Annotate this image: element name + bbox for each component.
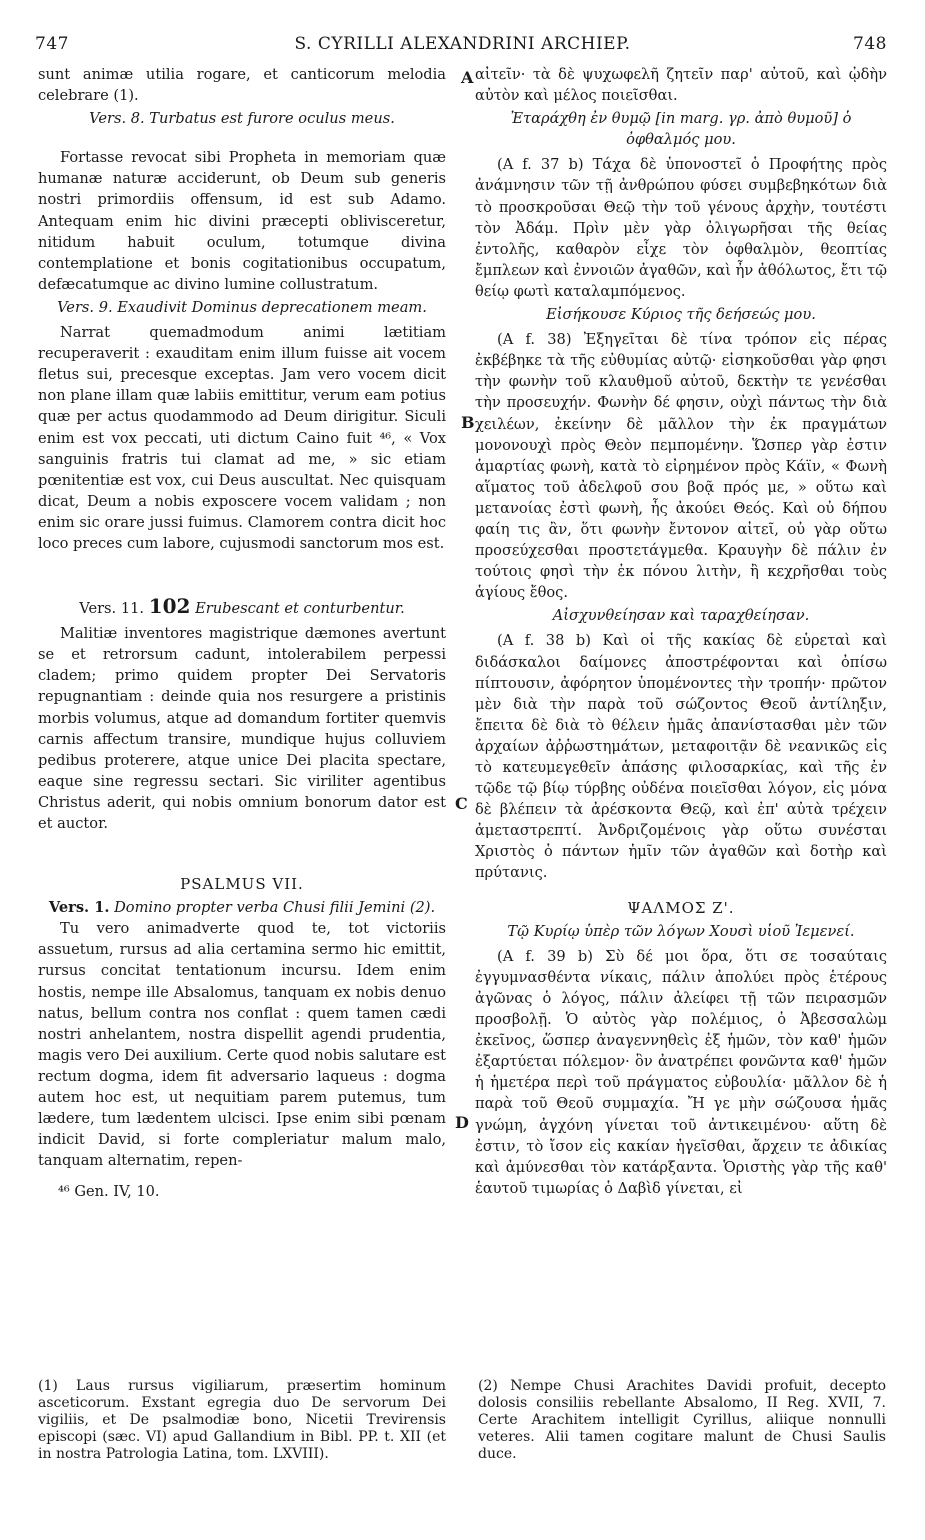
latin-verse-1 (38, 897, 446, 918)
footnote-right: (2) Nempe Chusi Arachites Davidi profuit, decepto dolosis consiliis rebellante Absalomo, II Reg. XVII, 7. Certe Arachitem intelligit Cyrillus, aliique nonnulli veteres. Alii tamen cogitare malunt de Chusi Saulis duce. (478, 1378, 886, 1462)
latin-verse-1-text: Domino propter verba Chusi filii Jemini (2). (114, 899, 436, 917)
latin-para-4: Malitiæ inventores magistrique dæmones avertunt se et retrorsum cadunt, intolerabilem perpessi cladem; primo quidem propter Dei Servatoris repugnantiam : deinde quia nos resurgere a pristinis morbis volumus, atque ad domandum fortiter quemvis carnis affectum transire, mundique hujus colluviem pedibus proterere, atque unice Dei placita spectare, eaque sine regressu sectari. Sic viriliter agentibus Christus aderit, qui nobis omnium bonorum dator est et auctor. (38, 625, 446, 832)
running-title: S. CYRILLI ALEXANDRINI ARCHIEP. (294, 34, 631, 54)
latin-psalm-title: PSALMUS VII. (180, 875, 304, 894)
latin-verse-11 (38, 596, 446, 619)
latin-verse-8: Vers. 8. Turbatus est furore oculus meus. (89, 110, 395, 128)
greek-para-2: (A f. 37 b) Τάχα δὲ ὑπονοστεῖ ὁ Προφήτης πρὸς ἀνάμνησιν τῶν τῇ ἀνθρώπου φύσει συμβεβηκότων διὰ τὸ προσκροῦσαι Θεῷ τὴν τοῦ γένους ἀρχὴν, τουτέστι τὸν Ἀδάμ. Πρὶν μὲν γὰρ ὀλιγωρῆσαι τῆς θείας ἐντολῆς, καθαρὸν εἶχε τὸν ὀφθαλμὸν, θεοπτίας ἔμπλεων καὶ ἐννοιῶν ἀγαθῶν, καὶ ἦν ἀθόλωτος, ἔτι τῷ θείῳ φωτὶ καταλαμπόμενος. (475, 156, 887, 300)
greek-para-3: (A f. 38) Ἐξηγεῖται δὲ τίνα τρόπον εἰς πέρας ἐκβέβηκε τὰ τῆς εὐθυμίας αὐτῷ· εἰσηκοῦσθαι γὰρ φησι τὴν φωνὴν τοῦ κλαυθμοῦ αὐτοῦ, δεκτὴν τε γενέσθαι τὴν προσευχήν. Φωνὴν δέ φησιν, οὐχὶ πάντως τὴν διὰ χειλέων, ἐκείνην δὲ μᾶλλον τὴν ἐκ πραγμάτων μονονουχὶ πρὸς Θεὸν πεμπομένην. Ὥσπερ γὰρ ἐστιν ἁμαρτίας φωνὴ, κατὰ τὸ εἰρημένον πρὸς Κάϊν, « Φωνὴ αἵματος τοῦ ἀδελφοῦ σου βοᾷ πρός με, » οὕτω καὶ μετανοίας ἐστὶ φωνὴ, ἧς ἀκούει Θεός. Καὶ οὐ δήπου φαίη τις ἂν, ὅτι φωνὴν ἔντονον αἰτεῖ, οὐ γὰρ οὕτω προσεύχεσθαι προστετάγμεθα. Κραυγὴν δὲ πάλιν ἐν τούτοις φησὶ τὴν ἐκ πόνου λιτὴν, ἢ κεχρῆσθαι τοὺς ἁγίους ἔθος. (475, 331, 887, 602)
greek-psalm-title: ΨΑΛΜΟΣ Ζ'. (627, 898, 735, 917)
latin-column (38, 64, 446, 1203)
latin-verse-11-label: Vers. 11. (79, 600, 145, 618)
footnote-left: (1) Laus rursus vigiliarum, præsertim hominum asceticorum. Exstant egregia duo De servorum Dei vigiliis, et De psalmodiæ bono, Nicetii Trevirensis episcopi (sæc. VI) apud Gallandium in Bibl. PP. t. XII (et in nostra Patrologia Latina, tom. LXVIII). (38, 1378, 446, 1462)
margin-mark-b: B (461, 413, 475, 432)
greek-verse-8: Ἐταράχθη ἐν θυμῷ [in marg. γρ. ἀπὸ θυμοῦ] ὁ ὀφθαλμός μου. (510, 110, 852, 149)
latin-verse-1-label: Vers. 1. (48, 899, 110, 917)
greek-column (475, 64, 887, 1199)
margin-mark-c: C (455, 794, 468, 813)
page-number-left: 747 (35, 34, 69, 54)
greek-para-1: αἰτεῖν· τὰ δὲ ψυχωφελῆ ζητεῖν παρ' αὐτοῦ, καὶ ᾠδὴν αὐτὸν καὶ μέλος ποιεῖσθαι. (475, 66, 887, 105)
latin-para-1: sunt animæ utilia rogare, et canticorum melodia celebrare (1). (38, 66, 446, 105)
margin-mark-d: D (455, 1113, 469, 1132)
greek-verse-1: Τῷ Κυρίῳ ὑπὲρ τῶν λόγων Χουσὶ υἱοῦ Ἰεμενεί. (507, 922, 855, 940)
page-number-right: 748 (853, 34, 887, 54)
greek-para-4: (A f. 38 b) Καὶ οἱ τῆς κακίας δὲ εὑρεταὶ καὶ διδάσκαλοι δαίμονες ἀποστρέφονται καὶ ὀπίσω πίπτουσιν, ἀφόρητον ὑπομένοντες τὴν τροπήν· πρῶτον μὲν διὰ τὴν παρὰ τοῦ σώζοντος Θεοῦ ἀντίληξιν, ἔπειτα δὲ διὰ τὸ θέλειν ἡμᾶς ἀπανίστασθαι μὲν τῶν ἀρχαίων ἀῤῥωστημάτων, μεταφοιτᾷν δὲ νεανικῶς εἰς τὸ κατευμεγεθεῖν ἁπάσης φιλοσαρκίας, καὶ τῆς ἐν τῷδε τῷ βίῳ τύρβης οὐδένα ποιεῖσθαι λόγον, εἰς μόνα δὲ βλέπειν τὰ ἀρέσκοντα Θεῷ, καὶ ἐπ' αὐτὰ τρέχειν ἀμεταστρεπτί. Ἀνδριζομένοις γὰρ οὕτω συνέσται Χριστὸς ὁ πάντων ἡμῖν τῶν ἀγαθῶν καὶ δοτὴρ καὶ πρύτανις. (475, 632, 887, 882)
latin-para-2: Fortasse revocat sibi Propheta in memoriam quæ humanæ naturæ acciderunt, ob Deum sub generis nostri primordiis offensum, id est sub Adamo. Antequam enim hic divini præcepti oblivisceretur, nitidum habuit oculum, totumque divina contemplatione et bonis cogitationibus occupatum, defæcatumque ac divino lumine collustratum. (38, 149, 446, 293)
latin-source-note: ⁴⁶ Gen. IV, 10. (58, 1183, 160, 1201)
latin-para-3: Narrat quemadmodum animi lætitiam recuperaverit : exauditam enim illum fuisse ait vocem fletus sui, precesque exceptas. Jam vero vocem dicit non plane illam quæ labiis emittitur, verum eam potius quæ per actus quodammodo ad Deum dirigitur. Siculi enim est vox peccati, uti dictum Caino fuit ⁴⁶, « Vox sanguinis fratris tui clamat ad me, » sic etiam pœnitentiæ est vox, cui Deus auscultat. Nec quisquam dicat, Deum a nobis exposcere vocem validam ; non enim sic orare jussi fuimus. Clamorem contra dicit hoc loco preces cum labore, cujusmodi sanctorum mos est. (38, 324, 446, 552)
latin-verse-11-text: Erubescant et conturbentur. (195, 600, 405, 618)
latin-verse-9: Vers. 9. Exaudivit Dominus deprecationem meam. (57, 298, 427, 316)
greek-para-5: (A f. 39 b) Σὺ δέ μοι ὅρα, ὅτι σε τοσαύταις ἐγγυμνασθέντα νίκαις, πάλιν ἀπολύει πρὸς ἑτέρους ἀγῶνας ὁ λόγος, πάλιν ἀλείφει τῇ τῶν πειρασμῶν προσβολῇ. Ὁ αὐτὸς γὰρ πολέμιος, ὁ Ἀβεσσαλὼμ ἐκεῖνος, ὥσπερ ἀναγεννηθεὶς ἐξ ἡμῶν, τὸν καθ' ἡμῶν ἐξαρτύεται πόλεμον· ὃν ἀνατρέπει φονῶντα καθ' ἡμῶν ἡ ἡμετέρα περὶ τοῦ πράγματος εὐβουλία· μᾶλλον δὲ ἡ παρὰ τοῦ Θεοῦ συμμαχία. Ἤ γε μὴν σώζουσα ἡμᾶς γνώμη, ἀγχόνη γίνεται τοῦ ἀντικειμένου· αὕτη δὲ ἐστιν, τὸ ἴσον εἰς κακίαν ἡγεῖσθαι, ἄρχειν τε ἀδικίας καὶ ἀμύνεσθαι τὸν κατάρξαντα. Ὁριστὴς γὰρ τῆς καθ' ἑαυτοῦ τιμωρίας ὁ Δαβὶδ γίνεται, εἰ (475, 947, 887, 1197)
greek-verse-11: Αἰσχυνθείησαν καὶ ταραχθείησαν. (552, 607, 810, 625)
column-number: 102 (148, 594, 191, 619)
latin-para-5: Tu vero animadverte quod te, tot victoriis assuetum, rursus ad alia certamina sermo hic emittit, rursus concitat tentationum incursu. Idem enim hostis, nempe ille Absalomus, tanquam ex nobis denuo natus, bellum contra nos conflat : quem tamen cædi nostri anhelantem, nostra dispellit agendi prudentia, magis vero Dei auxilium. Certe quod nobis salutare est rectum dogma, idem fit adversario laqueus : dogma autem hoc est, ut nequitiam parem putemus, tum lædere, tum lædentem ulcisci. Ipse enim sibi pœnam indicit David, si forte compleriatur malum malo, tanquam alternatim, repen- (38, 920, 446, 1170)
margin-mark-a: A (461, 68, 474, 87)
greek-verse-9: Εἰσήκουσε Κύριος τῆς δεήσεώς μου. (546, 306, 816, 324)
